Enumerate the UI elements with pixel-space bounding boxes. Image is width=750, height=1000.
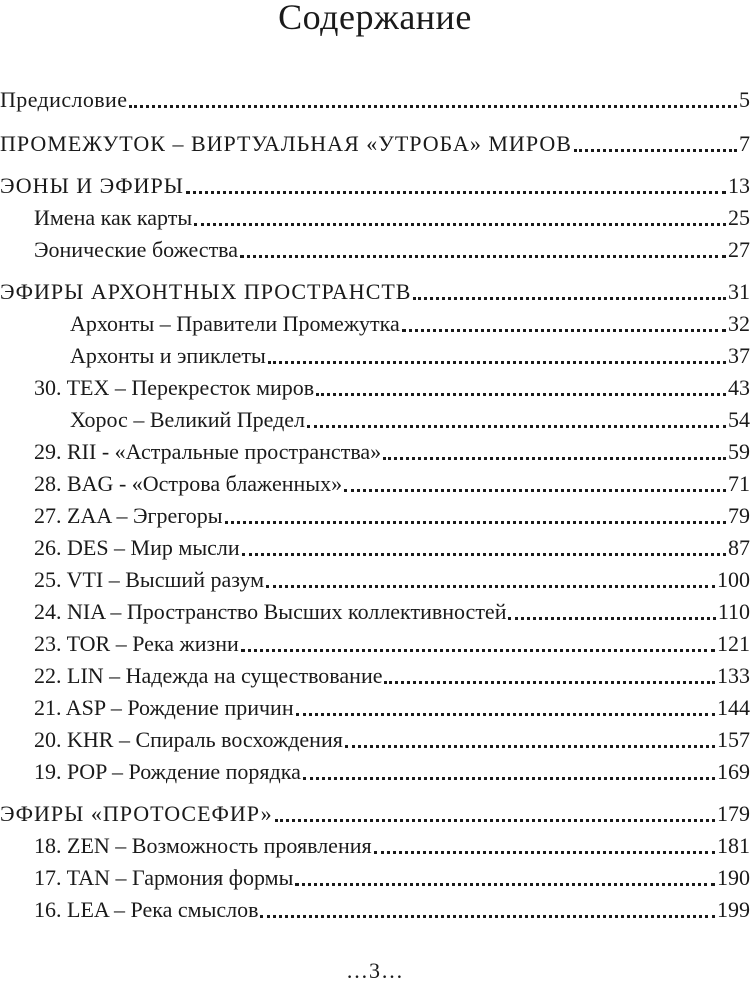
toc-entry xyxy=(0,562,750,594)
toc-entry-page: 27 xyxy=(728,237,750,262)
toc-entry xyxy=(0,232,750,264)
toc-entry xyxy=(0,466,750,498)
toc-entry xyxy=(0,122,750,158)
toc-entry-label: 20. KHR – Спираль восхождения xyxy=(34,727,343,752)
dot-leader xyxy=(296,694,715,722)
toc-entry-page: 32 xyxy=(728,311,750,336)
toc-entry-page: 144 xyxy=(717,695,750,720)
toc-entry-label: 21. ASP – Рождение причин xyxy=(34,695,294,720)
toc-entry xyxy=(0,626,750,658)
dot-leader xyxy=(344,470,726,498)
toc-entry-label: 22. LIN – Надежда на существование xyxy=(34,663,383,688)
toc-entry xyxy=(0,892,750,924)
toc-entry-label: 26. DES – Мир мысли xyxy=(34,535,240,560)
toc-entry-label: 29. RII - «Астральные пространства» xyxy=(34,439,382,464)
toc-entry-label: 19. POP – Рождение порядка xyxy=(34,759,301,784)
toc-entry xyxy=(0,794,750,828)
toc-entry-label: 27. ZAA – Эгрегоры xyxy=(34,503,223,528)
toc-entry-page: 59 xyxy=(728,439,750,464)
toc-entry-page: 179 xyxy=(717,801,750,826)
toc-entry-page: 190 xyxy=(717,865,750,890)
toc-entry xyxy=(0,166,750,200)
dot-leader xyxy=(266,566,715,594)
toc-entry-label: 18. ZEN – Возможность проявления xyxy=(34,833,372,858)
toc-entry-page: 25 xyxy=(728,205,750,230)
toc-entry-label: Архонты и эпиклеты xyxy=(70,343,266,368)
toc-entry xyxy=(0,722,750,754)
toc-entry-page: 37 xyxy=(728,343,750,368)
dot-leader xyxy=(402,310,726,338)
toc-entry-label: ПРОМЕЖУТОК – ВИРТУАЛЬНАЯ «УТРОБА» МИРОВ xyxy=(0,131,572,156)
dot-leader xyxy=(303,758,715,786)
toc-entry-label: Хорос – Великий Предел xyxy=(70,407,306,432)
toc-entry xyxy=(0,860,750,892)
dot-leader xyxy=(260,896,715,924)
dot-leader xyxy=(240,236,726,264)
toc-entry xyxy=(0,690,750,722)
dot-leader xyxy=(307,406,726,434)
toc-entry-page: 133 xyxy=(717,663,750,688)
dot-leader xyxy=(374,832,715,860)
toc-entry-page: 31 xyxy=(728,279,750,304)
toc-entry xyxy=(0,594,750,626)
dot-leader xyxy=(295,864,715,892)
toc-entry-page: 110 xyxy=(717,599,750,624)
toc-entry-page: 199 xyxy=(717,897,750,922)
dot-leader xyxy=(383,438,726,466)
dot-leader xyxy=(194,204,726,232)
toc-entry xyxy=(0,306,750,338)
dot-leader xyxy=(268,342,726,370)
toc-entry-label: Эонические божества xyxy=(34,237,239,262)
toc-entry xyxy=(0,370,750,402)
toc-entry xyxy=(0,498,750,530)
dot-leader xyxy=(345,726,715,754)
toc-entry xyxy=(0,402,750,434)
toc-entry-label: ЭОНЫ И ЭФИРЫ xyxy=(0,173,184,198)
toc-entry-page: 5 xyxy=(739,87,750,112)
toc-entry-label: 24. NIA – Пространство Высших коллективностей xyxy=(34,599,507,624)
toc-entry-label: Архонты – Правители Промежутка xyxy=(70,311,400,336)
dot-leader xyxy=(242,534,726,562)
toc-entry-label: 28. BAG - «Острова блаженных» xyxy=(34,471,343,496)
toc-entry-page: 121 xyxy=(717,631,750,656)
toc-entry-label: ЭФИРЫ «ПРОТОСЕФИР» xyxy=(0,801,273,826)
toc-entry xyxy=(0,658,750,690)
toc-entry xyxy=(0,272,750,306)
toc-entry-label: Предисловие xyxy=(0,87,128,112)
dot-leader xyxy=(275,800,715,828)
dot-leader xyxy=(225,502,726,530)
toc-entry-page: 157 xyxy=(717,727,750,752)
table-of-contents xyxy=(0,84,750,924)
toc-entry-page: 169 xyxy=(717,759,750,784)
toc-entry-page: 7 xyxy=(739,131,750,156)
toc-entry xyxy=(0,754,750,786)
page-title: Содержание xyxy=(278,0,472,37)
toc-entry-label: ЭФИРЫ АРХОНТНЫХ ПРОСТРАНСТВ xyxy=(0,279,412,304)
page-number-footer: …3… xyxy=(346,958,404,983)
dot-leader xyxy=(316,374,726,402)
toc-entry xyxy=(0,200,750,232)
toc-entry-page: 87 xyxy=(728,535,750,560)
toc-entry-page: 13 xyxy=(728,173,750,198)
toc-entry xyxy=(0,434,750,466)
dot-leader xyxy=(508,598,715,626)
toc-entry-label: 25. VTI – Высший разум xyxy=(34,567,265,592)
dot-leader xyxy=(384,662,715,690)
toc-entry-label: 30. TEX – Перекресток миров xyxy=(34,375,315,400)
toc-entry-page: 54 xyxy=(728,407,750,432)
dot-leader xyxy=(186,172,726,200)
toc-entry-label: Имена как карты xyxy=(34,205,193,230)
toc-entry xyxy=(0,338,750,370)
toc-entry-page: 79 xyxy=(728,503,750,528)
toc-entry-label: 23. TOR – Река жизни xyxy=(34,631,239,656)
toc-entry-page: 100 xyxy=(717,567,750,592)
toc-entry-page: 71 xyxy=(728,471,750,496)
toc-entry-page: 181 xyxy=(717,833,750,858)
dot-leader xyxy=(241,630,715,658)
toc-entry-page: 43 xyxy=(728,375,750,400)
dot-leader xyxy=(413,278,726,306)
dot-leader xyxy=(129,86,737,114)
toc-entry xyxy=(0,530,750,562)
toc-entry xyxy=(0,828,750,860)
dot-leader xyxy=(574,130,737,158)
toc-entry-label: 17. TAN – Гармония формы xyxy=(34,865,294,890)
toc-entry xyxy=(0,84,750,114)
toc-entry-label: 16. LEA – Река смыслов xyxy=(34,897,259,922)
